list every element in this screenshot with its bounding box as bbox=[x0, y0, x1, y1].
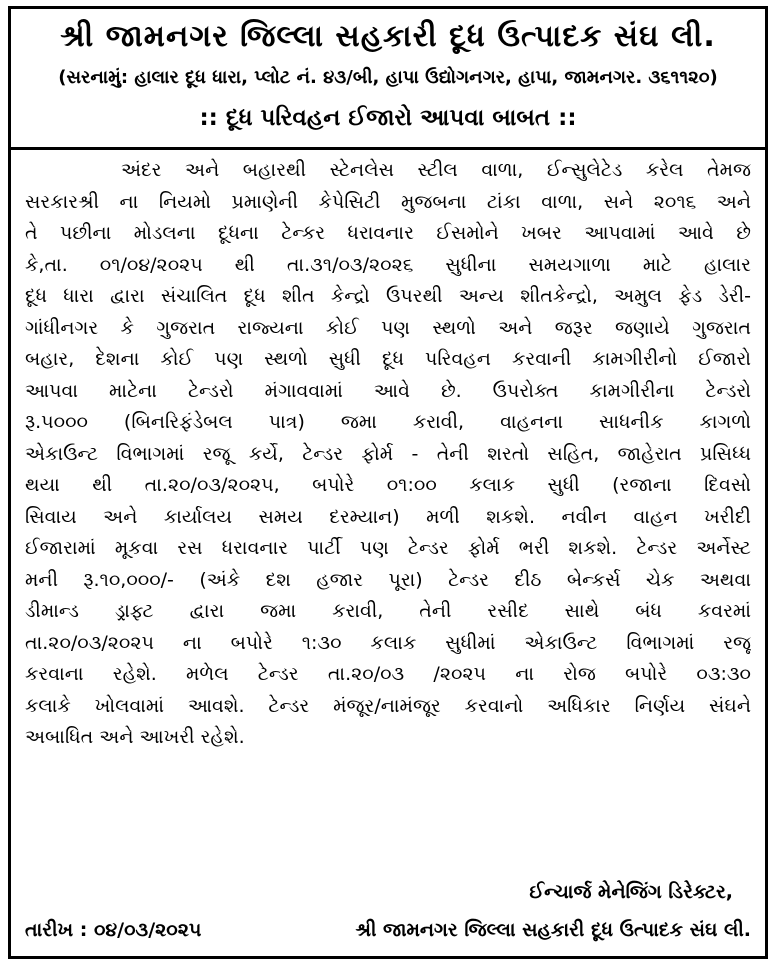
header-divider bbox=[11, 147, 765, 150]
body-line: રૂ.૫૦૦૦ (બિનરિફંડેબલ પાત્ર) જમા કરાવી, વાહનના સાધનીક કાગળો bbox=[25, 411, 751, 433]
body-line: એકાઉન્ટ વિભાગમાં રજૂ કર્યે, ટેન્ડર ફોર્મ - તેની શરતો સહિત, જાહેરાત પ્રસિધ્ધ bbox=[25, 442, 751, 465]
body-line: કરવાના રહેશે. મળેલ ટેન્ડર તા.૨૦/૦૩ /૨૦૨૫ ના રોજ બપોરે ૦૩:૩૦ bbox=[25, 663, 751, 685]
body-line: અંદર અને બહારથી સ્ટેનલેસ સ્ટીલ વાળા, ઈન્સુલેટેડ કરેલ તેમજ bbox=[121, 159, 751, 181]
body-line: આપવા માટેના ટેન્ડરો મંગાવવામાં આવે છે. ઉપરોક્ત કામગીરીના ટેન્ડરો bbox=[25, 379, 751, 402]
body-line: ગાંધીનગર કે ગુજરાત રાજ્યના કોઈ પણ સ્થળો અને જરૂર જણાયે ગુજરાત bbox=[25, 316, 751, 339]
body-line: અબાધિત અને આખરી રહેશે. bbox=[25, 726, 245, 748]
org-address: (સરનામું: હાલાર દૂધ ધારા, પ્લોટ નં. ૪૩/બી, હાપા ઉદ્યોગનગર, હાપા, જામનગર. ૩૬૧૧૨૦) bbox=[58, 67, 718, 88]
body-line: ડીમાન્ડ ડ્રાફ્ટ દ્વારા જમા કરાવી, તેની રસીદ સાથે બંધ કવરમાં bbox=[25, 600, 751, 622]
body-line: સિવાય અને કાર્યાલય સમય દરમ્યાન) મળી શકશે. નવીન વાહન ખરીદી bbox=[25, 505, 751, 528]
notice-body bbox=[25, 155, 751, 754]
body-line: તે પછીના મોડલના દૂધના ટેન્કર ધરાવનાર ઈસમોને ખબર આપવામાં આવે છે bbox=[25, 222, 751, 244]
body-line: દૂધ ધારા દ્વારા સંચાલિત દૂધ શીત કેન્દ્રો ઉપરથી અન્ય શીતકેન્દ્રો, અમુલ ફેડ ડેરી- bbox=[25, 285, 751, 307]
notice-subject: :: દૂધ પરિવહન ઈજારો આપવા બાબત :: bbox=[199, 105, 577, 131]
body-line: કે,તા. ૦૧/૦૪/૨૦૨૫ થી તા.૩૧/૦૩/૨૦૨૬ સુધીના સમયગાળા માટે હાલાર bbox=[25, 253, 751, 276]
body-line: તા.૨૦/૦૩/૨૦૨૫ ના બપોરે ૧:૩૦ કલાક સુધીમાં એકાઉન્ટ વિભાગમાં રજૂ bbox=[25, 631, 751, 654]
body-line: સરકારશ્રી ના નિયમો પ્રમાણેની કેપેસિટી મુજબના ટાંકા વાળા, સને ૨૦૧૬ અને bbox=[25, 190, 751, 213]
notice-frame bbox=[8, 6, 768, 959]
body-line: મની રૂ.૧૦,૦૦૦/- (અંકે દશ હજાર પૂરા) ટેન્ડર દીઠ બેન્કર્સ ચેક અથવા bbox=[25, 568, 751, 591]
body-line: થયા થી તા.૨૦/૦૩/૨૦૨૫, બપોરે ૦૧:૦૦ કલાક સુધી (રજાના દિવસો bbox=[25, 474, 751, 496]
notice-date: તારીખ : ૦૪/૦૩/૨૦૨૫ bbox=[25, 919, 202, 941]
signatory-title: ઈન્ચાર્જ મેનેજિંગ ડિરેક્ટર, bbox=[529, 881, 733, 903]
body-line: ઈજારામાં મૂકવા રસ ધરાવનાર પાર્ટી પણ ટેન્ડર ફોર્મ ભરી શકશે. ટેન્ડર અર્નેસ્ટ bbox=[25, 537, 751, 559]
body-line: કલાકે ખોલવામાં આવશે. ટેન્ડર મંજૂર/નામંજૂર કરવાનો અધિકાર નિર્ણય સંઘને bbox=[25, 694, 751, 717]
signatory-org: શ્રી જામનગર જિલ્લા સહકારી દૂધ ઉત્પાદક સંઘ લી. bbox=[355, 919, 751, 941]
body-line: બહાર, દેશના કોઈ પણ સ્થળો સુધી દૂધ પરિવહન કરવાની કામગીરીનો ઈજારો bbox=[25, 348, 751, 370]
org-title: શ્રી જામનગર જિલ્લા સહકારી દૂધ ઉત્પાદક સંઘ લી. bbox=[60, 19, 716, 54]
